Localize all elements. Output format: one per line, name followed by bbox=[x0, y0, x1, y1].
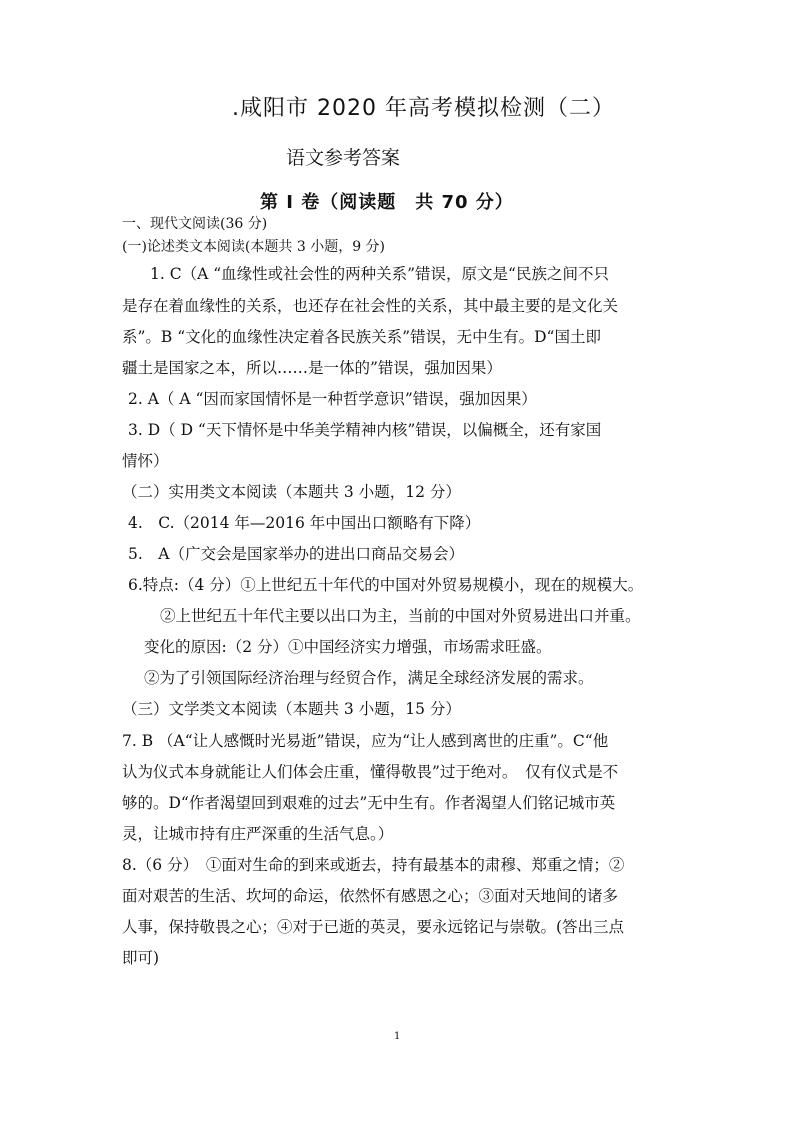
answer-line: 3. D（ D “天下情怀是中华美学精神内核”错误，以偏概全，还有家国 bbox=[128, 421, 602, 439]
answer-line: 情怀） bbox=[122, 452, 169, 470]
answer-line: 是存在着血缘性的关系，也还存在社会性的关系，其中最主要的是文化关 bbox=[122, 297, 619, 315]
answer-line: 变化的原因:（2 分）①中国经济实力增强，市场需求旺盛。 bbox=[144, 638, 552, 656]
subsection-heading: (一)论述类文本阅读(本题共 3 小题，9 分) bbox=[122, 239, 386, 255]
page-title: .咸阳市 2020 年高考模拟检测（二） bbox=[232, 96, 615, 121]
page-subtitle: 语文参考答案 bbox=[286, 147, 401, 169]
answer-line: 1. C（A “血缘性或社会性的两种关系”错误，原文是“民族之间不只 bbox=[150, 265, 609, 283]
answer-line: 2. A（ A “因而家国情怀是一种哲学意识”错误，强加因果） bbox=[128, 390, 537, 408]
page-number: 1 bbox=[394, 1031, 401, 1042]
answer-line: 灵，让城市持有庄严深重的生活气息。） bbox=[122, 825, 394, 843]
answer-line: 即可) bbox=[122, 949, 160, 967]
answer-line: 4. C.（2014 年—2016 年中国出口额略有下降） bbox=[128, 514, 481, 532]
answer-line: ②上世纪五十年代主要以出口为主，当前的中国对外贸易进出口并重。 bbox=[160, 607, 641, 625]
answer-line: 5. A（广交会是国家举办的进出口商品交易会） bbox=[128, 545, 464, 563]
answer-line: ②为了引领国际经济治理与经贸合作，满足全球经济发展的需求。 bbox=[144, 669, 594, 687]
answer-line: 认为仪式本身就能让人们体会庄重，懂得敬畏”过于绝对。 仅有仪式是不 bbox=[122, 763, 619, 781]
answer-line: 面对艰苦的生活、坎坷的命运，依然怀有感恩之心；③面对天地间的诸多 bbox=[122, 887, 619, 905]
answer-line: 疆土是国家之本，所以……是一体的”错误，强加因果） bbox=[122, 359, 502, 377]
answer-line: 7. B （A“让人感慨时光易逝”错误，应为“让人感到离世的庄重”。C“他 bbox=[122, 732, 609, 750]
subsection-heading: （三）文学类文本阅读（本题共 3 小题，15 分） bbox=[122, 700, 461, 718]
answer-line: 人事，保持敬畏之心；④对于已逝的英灵，要永远铭记与崇敬。(答出三点 bbox=[122, 918, 625, 936]
answer-line: 够的。D“作者渴望回到艰难的过去”无中生有。作者渴望人们铭记城市英 bbox=[122, 794, 616, 812]
answer-line: 6.特点:（4 分）①上世纪五十年代的中国对外贸易规模小，现在的规模大。 bbox=[128, 576, 644, 594]
part-title: 第 I 卷（阅读题 共 70 分） bbox=[260, 192, 514, 213]
answer-line: 系”。B “文化的血缘性决定着各民族关系”错误，无中生有。D“国土即 bbox=[122, 328, 601, 346]
section-heading: 一、现代文阅读(36 分) bbox=[122, 216, 268, 232]
answer-line: 8.（6 分） ①面对生命的到来或逝去，持有最基本的肃穆、郑重之情；② bbox=[122, 856, 625, 874]
subsection-heading: （二）实用类文本阅读（本题共 3 小题，12 分） bbox=[122, 483, 461, 501]
